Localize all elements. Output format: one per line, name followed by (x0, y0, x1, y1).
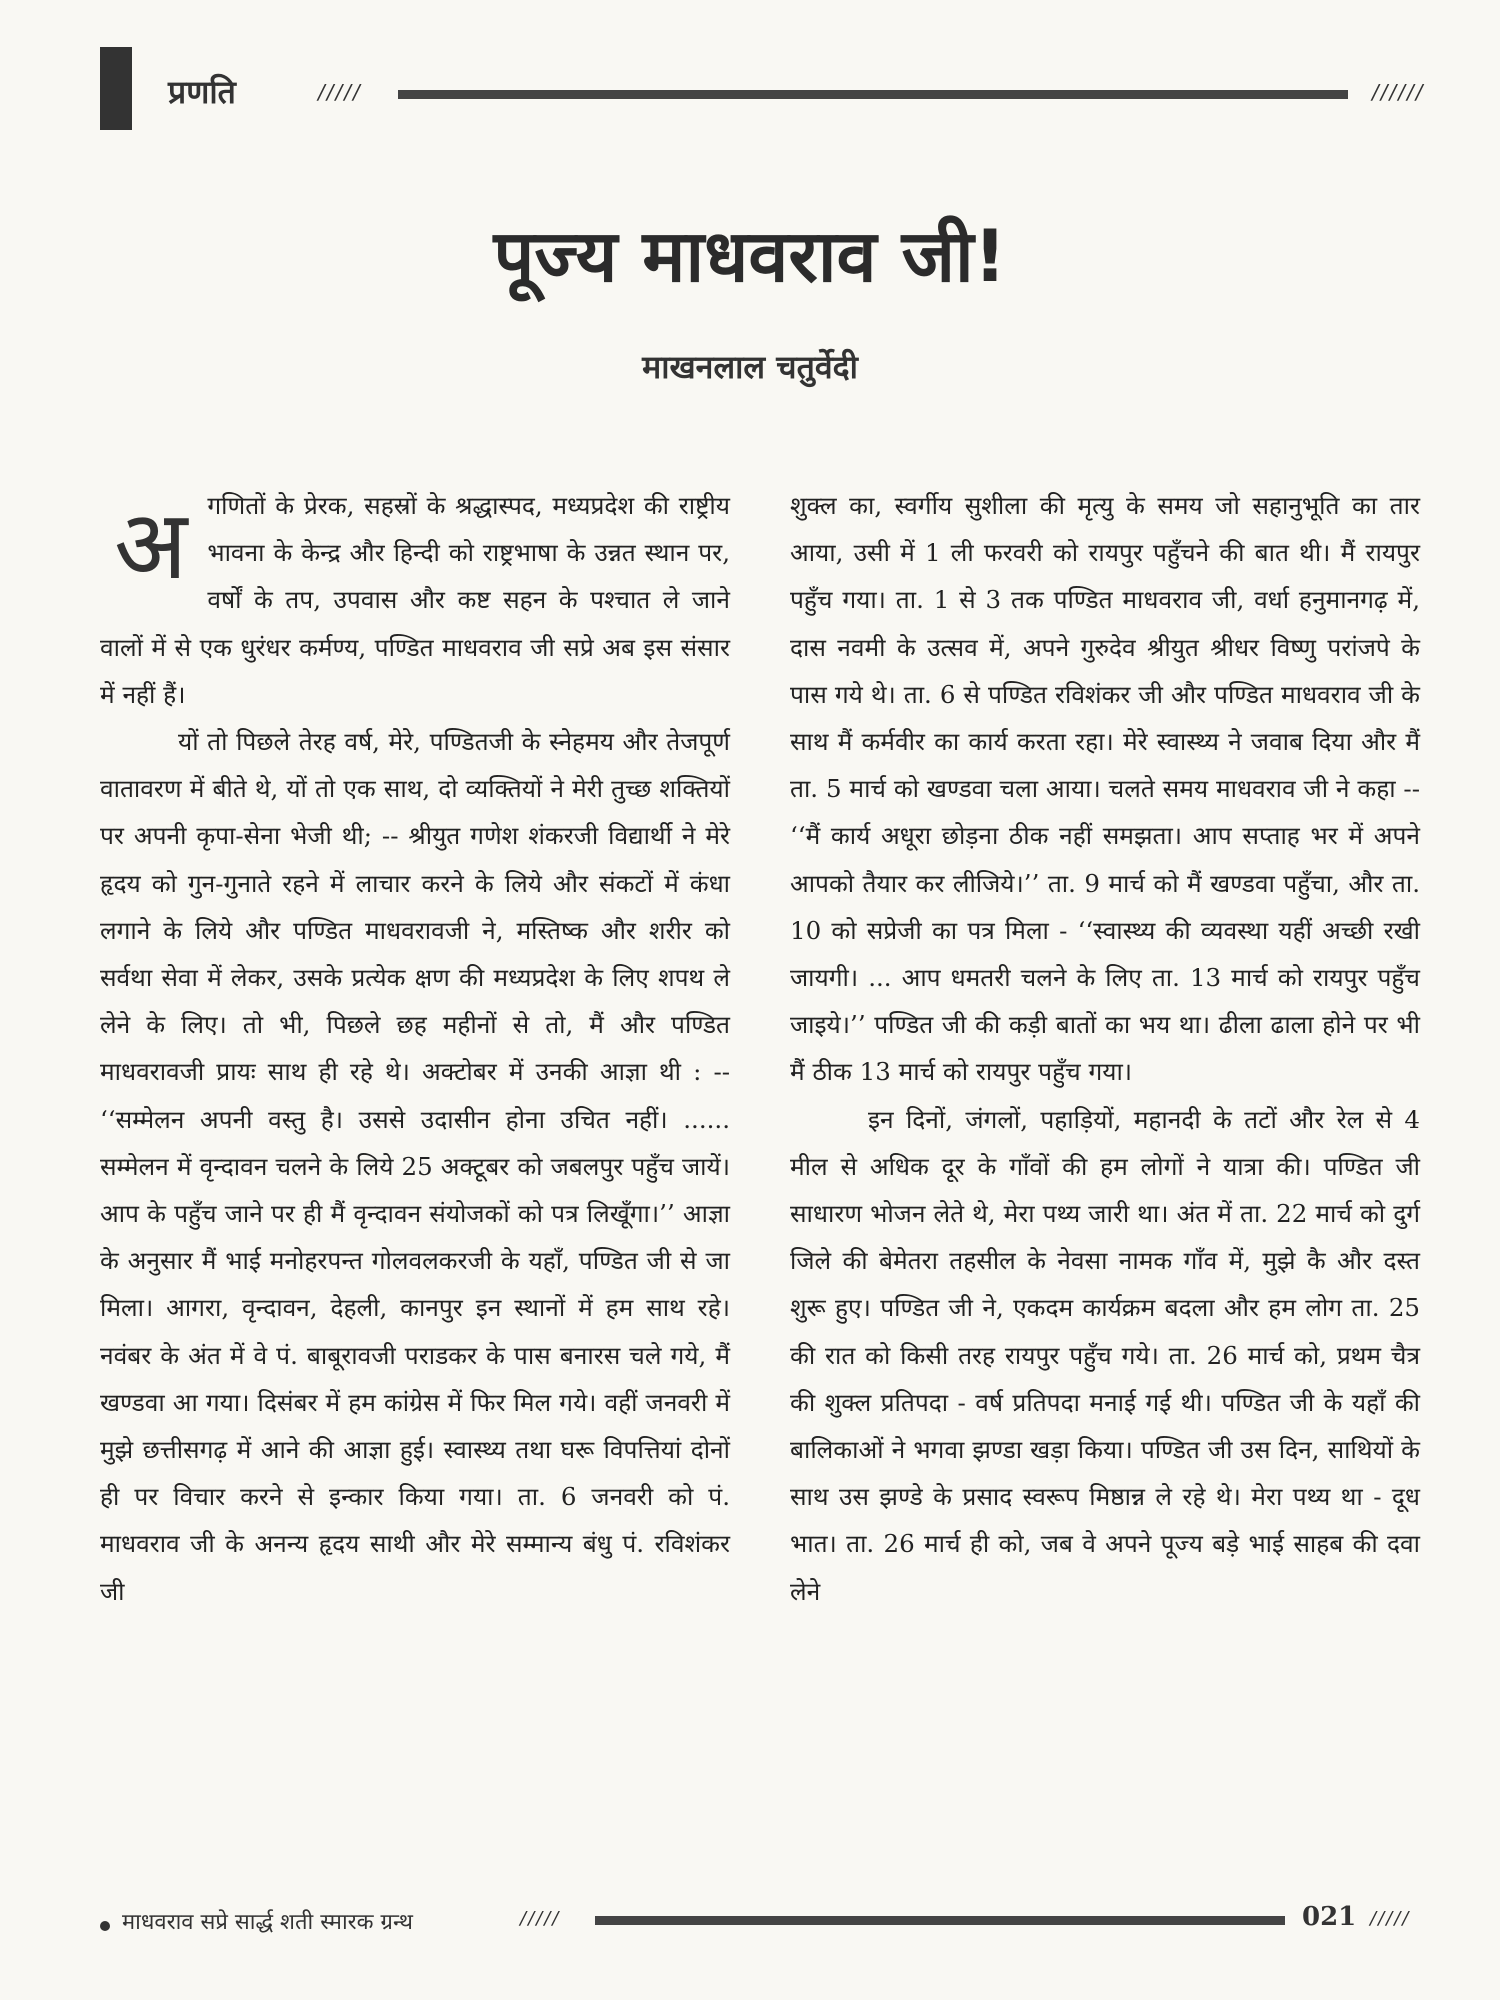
right-column (790, 482, 1420, 1615)
bullet-icon (100, 1921, 110, 1931)
drop-cap: अ (114, 489, 188, 601)
header-block-bar (100, 47, 132, 130)
footer-slashes-left: ///// (520, 1908, 561, 1929)
footer-publication: माधवराव सप्रे सार्द्ध शती स्मारक ग्रन्थ (122, 1910, 413, 1935)
left-column (100, 482, 730, 1615)
page-number: 021 (1302, 1902, 1357, 1932)
paragraph: गणितों के प्रेरक, सहस्रों के श्रद्धास्पद, मध्यप्रदेश की राष्ट्रीय भावना के केन्द्र और हिन्दी को राष्ट्रभाषा के उन्नत स्थान पर, वर्षों के तप, उपवास और कष्ट सहन के पश्चात ले जाने वालों में से एक धुरंधर कर्मण्य, पण्डित माधवराव जी सप्रे अब इस संसार में नहीं हैं। (100, 491, 730, 709)
paragraph: शुक्ल का, स्वर्गीय सुशीला की मृत्यु के समय जो सहानुभूति का तार आया, उसी में 1 ली फरवरी को रायपुर पहुँचने की बात थी। मैं रायपुर पहुँच गया। ता. 1 से 3 तक पण्डित माधवराव जी, वर्धा हनुमानगढ़ में, दास नवमी के उत्सव में, अपने गुरुदेव श्रीयुत श्रीधर विष्णु परांजपे के पास गये थे। ता. 6 से पण्डित रविशंकर जी और पण्डित माधवराव जी के साथ मैं कर्मवीर का कार्य करता रहा। मेरे स्वास्थ्य ने जवाब दिया और मैं ता. 5 मार्च को खण्डवा चला आया। चलते समय माधवराव जी ने कहा -- ‘‘मैं कार्य अधूरा छोड़ना ठीक नहीं समझता। आप सप्ताह भर में अपने आपको तैयार कर लीजिये।’’ ता. 9 मार्च को मैं खण्डवा पहुँचा, और ता. 10 को सप्रेजी का पत्र मिला - ‘‘स्वास्थ्य की व्यवस्था यहीं अच्छी रखी जायगी। ... आप धमतरी चलने के लिए ता. 13 मार्च को रायपुर पहुँच जाइये।’’ पण्डित जी की कड़ी बातों का भय था। ढीला ढाला होने पर भी मैं ठीक 13 मार्च को रायपुर पहुँच गया। (790, 491, 1420, 1087)
paragraph: यों तो पिछले तेरह वर्ष, मेरे, पण्डितजी के स्नेहमय और तेजपूर्ण वातावरण में बीते थे, यों तो एक साथ, दो व्यक्तियों ने मेरी तुच्छ शक्तियों पर अपनी कृपा-सेना भेजी थी; -- श्रीयुत गणेश शंकरजी विद्यार्थी ने मेरे हृदय को गुन-गुनाते रहने में लाचार करने के लिये और संकटों में कंधा लगाने के लिये और पण्डित माधवरावजी ने, मस्तिष्क और शरीर को सर्वथा सेवा में लेकर, उसके प्रत्येक क्षण की मध्यप्रदेश के लिए शपथ ले लेने के लिए। तो भी, पिछले छह महीनों से तो, मैं और पण्डित माधवरावजी प्रायः साथ ही रहे थे। अक्टोबर में उनकी आज्ञा थी : -- ‘‘सम्मेलन अपनी वस्तु है। उससे उदासीन होना उचित नहीं। ...... सम्मेलन में वृन्दावन चलने के लिये 25 अक्टूबर को जबलपुर पहुँच जायें। आप के पहुँच जाने पर ही मैं वृन्दावन संयोजकों को पत्र लिखूँगा।’’ आज्ञा के अनुसार मैं भाई मनोहरपन्त गोलवलकरजी के यहाँ, पण्डित जी से जा मिला। आगरा, वृन्दावन, देहली, कानपुर इन स्थानों में हम साथ रहे। नवंबर के अंत में वे पं. बाबूरावजी पराडकर के पास बनारस चले गये, मैं खण्डवा आ गया। दिसंबर में हम कांग्रेस में फिर मिल गये। वहीं जनवरी में मुझे छत्तीसगढ़ में आने की आज्ञा हुई। स्वास्थ्य तथा घरू विपत्तियां दोनों ही पर विचार करने से इन्कार किया गया। ता. 6 जनवरी को पं. माधवराव जी के अनन्य हृदय साथी और मेरे सम्मान्य बंधु पं. रविशंकर जी (100, 727, 730, 1606)
header-rule (398, 90, 1348, 99)
footer-slashes-right: ///// (1370, 1908, 1411, 1929)
article-author: माखनलाल चतुर्वेदी (642, 348, 858, 386)
section-title: प्रणति (168, 73, 236, 111)
paragraph: इन दिनों, जंगलों, पहाड़ियों, महानदी के तटों और रेल से 4 मील से अधिक दूर के गाँवों की हम लोगों ने यात्रा की। पण्डित जी साधारण भोजन लेते थे, मेरा पथ्य जारी था। अंत में ता. 22 मार्च को दुर्ग जिले की बेमेतरा तहसील के नेवसा नामक गाँव में, मुझे कै और दस्त शुरू हुए। पण्डित जी ने, एकदम कार्यक्रम बदला और हम लोग ता. 25 की रात को किसी तरह रायपुर पहुँच गये। ता. 26 मार्च को, प्रथम चैत्र की शुक्ल प्रतिपदा - वर्ष प्रतिपदा मनाई गई थी। पण्डित जी के यहाँ की बालिकाओं ने भगवा झण्डा खड़ा किया। पण्डित जी उस दिन, साथियों के साथ उस झण्डे के प्रसाद स्वरूप मिष्ठान्न ले रहे थे। मेरा पथ्य था - दूध भात। ता. 26 मार्च ही को, जब वे अपने पूज्य बड़े भाई साहब की दवा लेने (790, 1104, 1420, 1606)
article-title: पूज्य माधवराव जी! (493, 214, 1007, 298)
header-slashes-left: ///// (318, 80, 362, 104)
header-slashes-right: ////// (1372, 80, 1425, 104)
footer-rule (595, 1916, 1285, 1925)
